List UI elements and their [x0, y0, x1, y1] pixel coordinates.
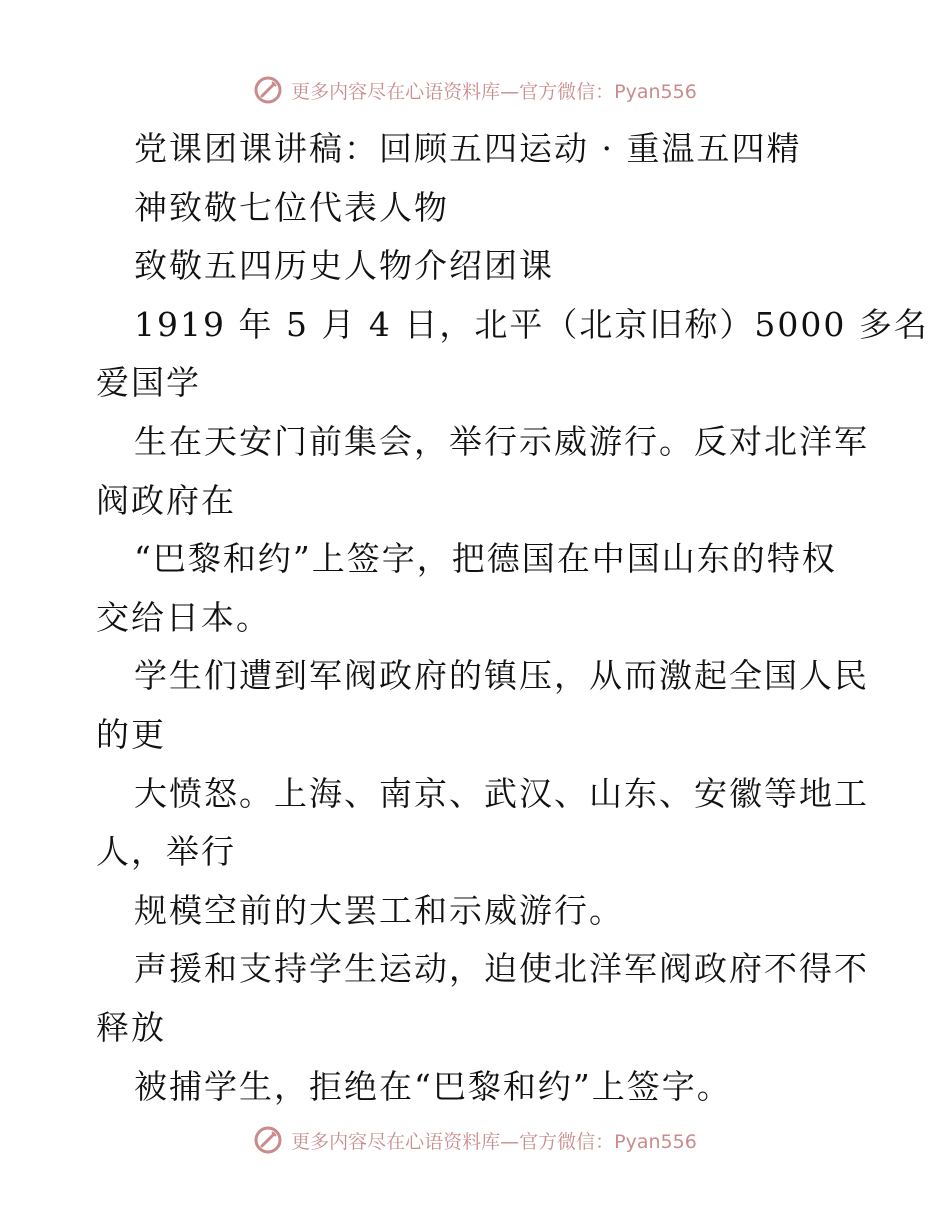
header-watermark-text: 更多内容尽在心语资料库—官方微信：Pyan556	[291, 80, 697, 103]
pen-logo-icon	[253, 1125, 283, 1155]
body-line: 阀政府在	[96, 480, 236, 520]
body-line: 人，举行	[96, 832, 236, 872]
header-watermark-banner	[0, 70, 950, 110]
body-line: 的更	[96, 714, 166, 754]
body-line: 党课团课讲稿：回顾五四运动 · 重温五四精	[134, 129, 802, 168]
body-line: 神致敬七位代表人物	[134, 187, 449, 227]
body-line: 1919 年 5 月 4 日，北平（北京旧称）5000 多名	[134, 304, 929, 344]
body-line: 声援和支持学生运动，迫使北洋军阀政府不得不	[134, 949, 869, 989]
footer-watermark-text: 更多内容尽在心语资料库—官方微信：Pyan556	[291, 1130, 697, 1153]
body-line: 被捕学生，拒绝在“巴黎和约”上签字。	[134, 1066, 732, 1106]
body-line: 交给日本。	[96, 597, 271, 637]
body-line: 生在天安门前集会，举行示威游行。反对北洋军	[134, 421, 869, 461]
body-line: 爱国学	[96, 363, 201, 403]
body-line: “巴黎和约”上签字，把德国在中国山东的特权	[134, 539, 837, 579]
body-line: 致敬五四历史人物介绍团课	[134, 246, 554, 286]
body-line: 释放	[96, 1007, 166, 1047]
body-line: 学生们遭到军阀政府的镇压，从而激起全国人民	[134, 656, 869, 696]
pen-logo-icon	[253, 75, 283, 105]
body-line: 大愤怒。上海、南京、武汉、山东、安徽等地工	[134, 773, 869, 813]
document-body	[96, 120, 929, 1116]
body-line: 规模空前的大罢工和示威游行。	[134, 890, 624, 930]
footer-watermark-banner	[0, 1120, 950, 1160]
